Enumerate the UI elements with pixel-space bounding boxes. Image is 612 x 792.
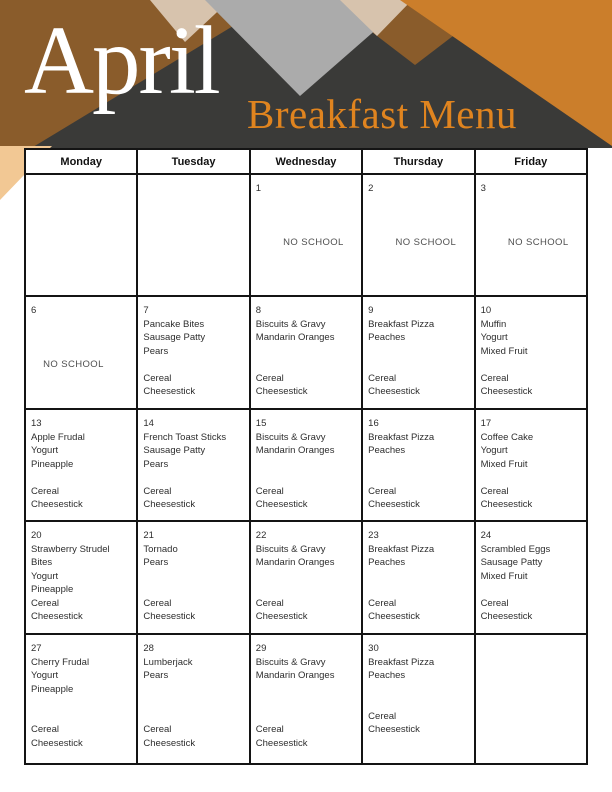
calendar-cell	[362, 296, 474, 409]
menu-line: Pineapple	[31, 458, 74, 470]
menu-line: Mandarin Oranges	[255, 445, 335, 456]
menu-line	[256, 710, 356, 724]
calendar-cell	[362, 174, 474, 296]
menu-line: 28	[143, 643, 154, 654]
menu-line	[481, 358, 581, 372]
menu-line	[256, 696, 356, 710]
menu-line	[481, 223, 581, 237]
menu-line: Cheesestick	[480, 611, 533, 622]
menu-line: Scrambled Eggs	[480, 543, 551, 555]
calendar-cell	[25, 409, 137, 521]
menu-line: Cereal	[143, 485, 172, 497]
menu-line: Cheesestick	[31, 611, 83, 622]
menu-line	[368, 683, 468, 697]
menu-line: Sausage Patty	[143, 445, 206, 456]
menu-line: Apple Frudal	[31, 431, 85, 443]
menu-line: Mixed Fruit	[480, 570, 528, 582]
menu-line	[481, 471, 581, 485]
menu-line: Breakfast Pizza	[368, 656, 435, 668]
calendar-week-row	[25, 174, 587, 296]
menu-line: Muffin	[480, 318, 507, 330]
menu-line	[256, 471, 356, 485]
calendar-cell	[137, 634, 249, 764]
menu-line	[143, 471, 243, 485]
menu-line: Mandarin Oranges	[255, 557, 335, 568]
menu-line: Cheesestick	[480, 499, 533, 510]
menu-line: Breakfast Pizza	[368, 431, 435, 443]
menu-line	[368, 471, 468, 485]
menu-line	[368, 458, 468, 472]
calendar-cell	[362, 521, 474, 634]
menu-line: Mixed Fruit	[480, 458, 528, 470]
menu-line: Cheesestick	[31, 737, 83, 749]
menu-line	[256, 209, 356, 223]
menu-line	[481, 209, 581, 223]
menu-line: Mandarin Oranges	[255, 670, 335, 681]
menu-line	[368, 583, 468, 597]
menu-line	[31, 471, 131, 485]
menu-line: Yogurt	[480, 332, 508, 343]
menu-line: Cereal	[31, 597, 59, 609]
menu-line	[143, 583, 243, 597]
calendar-cell	[137, 409, 249, 521]
calendar-cell	[250, 521, 362, 634]
day-header-monday: Monday	[25, 149, 137, 174]
no-school-label: NO SCHOOL	[31, 359, 104, 370]
menu-line: Cereal	[31, 724, 59, 735]
menu-line: 15	[255, 418, 267, 429]
calendar-cell	[25, 296, 137, 409]
calendar-cell	[362, 634, 474, 764]
menu-line: 13	[31, 418, 42, 429]
menu-line: 2	[368, 183, 374, 194]
menu-line: Pineapple	[31, 683, 74, 695]
menu-line: Mixed Fruit	[480, 345, 528, 357]
menu-line: Pancake Bites	[143, 318, 205, 330]
menu-line: Strawberry Strudel	[31, 543, 110, 555]
menu-line: Yogurt	[31, 670, 59, 681]
calendar-cell	[250, 296, 362, 409]
calendar-cell	[25, 521, 137, 634]
menu-line: Pears	[143, 557, 169, 568]
menu-line: 6	[31, 305, 37, 316]
menu-line: 30	[368, 643, 379, 654]
day-header-friday: Friday	[475, 149, 587, 174]
menu-line: Cheesestick	[368, 724, 420, 735]
menu-line: Cheesestick	[143, 386, 196, 397]
menu-line	[256, 683, 356, 697]
menu-line: Cereal	[31, 485, 59, 497]
menu-line: Cereal	[368, 485, 397, 497]
calendar-cell	[475, 521, 587, 634]
calendar-cell	[250, 174, 362, 296]
menu-line: Cereal	[368, 710, 397, 722]
menu-line	[368, 358, 468, 372]
menu-line: Cereal	[480, 372, 509, 384]
menu-line	[31, 696, 131, 710]
menu-line: French Toast Sticks	[143, 431, 227, 443]
menu-line: 16	[368, 418, 379, 429]
menu-line: Cheesestick	[143, 499, 196, 510]
menu-line: 24	[480, 530, 492, 541]
menu-line	[143, 358, 243, 372]
menu-line: Cheesestick	[255, 386, 308, 397]
day-header-thursday: Thursday	[362, 149, 474, 174]
menu-line: 9	[368, 305, 374, 316]
menu-line: Cereal	[368, 597, 397, 609]
menu-line: Cereal	[255, 372, 284, 384]
no-school-label: NO SCHOOL	[480, 237, 569, 248]
menu-line	[368, 196, 468, 210]
menu-line: Cheesestick	[368, 386, 420, 397]
menu-line: Sausage Patty	[143, 332, 206, 343]
menu-line: Breakfast Pizza	[368, 543, 435, 555]
no-school-label: NO SCHOOL	[368, 237, 457, 248]
day-header-wednesday: Wednesday	[250, 149, 362, 174]
calendar-body	[25, 174, 587, 764]
menu-line: Cereal	[255, 485, 284, 497]
menu-line: 10	[480, 305, 492, 316]
calendar-cell	[137, 521, 249, 634]
menu-line	[256, 570, 356, 584]
menu-line: 14	[143, 418, 154, 429]
menu-line	[256, 223, 356, 237]
calendar-week-row	[25, 296, 587, 409]
menu-line	[368, 223, 468, 237]
menu-line	[256, 345, 356, 359]
calendar-table	[24, 148, 588, 765]
menu-line: 1	[255, 183, 262, 194]
menu-line: Biscuits & Gravy	[255, 431, 326, 443]
month-title: April	[24, 7, 219, 114]
menu-line: Coffee Cake	[480, 431, 534, 443]
menu-line	[256, 196, 356, 210]
menu-line	[143, 683, 243, 697]
menu-line	[256, 583, 356, 597]
calendar-cell	[137, 174, 249, 296]
menu-line: Pears	[143, 345, 169, 357]
menu-subtitle: Breakfast Menu	[247, 91, 517, 137]
menu-line: Cereal	[368, 372, 397, 384]
calendar-week-row	[25, 521, 587, 634]
menu-line: Cereal	[255, 597, 284, 609]
calendar-cell	[475, 296, 587, 409]
menu-line: Peaches	[368, 445, 406, 456]
calendar-cell	[25, 634, 137, 764]
menu-line: Cheesestick	[31, 499, 83, 510]
menu-line	[256, 458, 356, 472]
menu-line: Pears	[143, 458, 169, 470]
menu-line	[143, 696, 243, 710]
menu-line	[31, 345, 131, 359]
menu-line: Cheesestick	[255, 499, 308, 510]
menu-line: Cereal	[255, 724, 284, 735]
calendar-cell	[137, 296, 249, 409]
menu-line	[143, 710, 243, 724]
menu-line	[368, 345, 468, 359]
menu-line	[481, 196, 581, 210]
menu-line: Cheesestick	[255, 611, 308, 622]
menu-line: Cheesestick	[368, 611, 420, 622]
day-header-tuesday: Tuesday	[137, 149, 249, 174]
menu-line: Cereal	[143, 372, 172, 384]
menu-line: 17	[480, 418, 492, 429]
menu-line: Cheesestick	[368, 499, 420, 510]
menu-line: 29	[255, 643, 267, 654]
menu-line	[31, 331, 131, 345]
calendar-cell	[475, 174, 587, 296]
menu-line: Yogurt	[31, 445, 59, 456]
menu-line: 22	[255, 530, 267, 541]
menu-line: 27	[31, 643, 42, 654]
menu-line: Breakfast Pizza	[368, 318, 435, 330]
menu-line: Mandarin Oranges	[255, 332, 335, 343]
menu-line	[481, 583, 581, 597]
menu-line: Cherry Frudal	[31, 656, 90, 668]
menu-line: 20	[31, 530, 42, 541]
menu-line	[143, 570, 243, 584]
menu-line: 3	[480, 183, 486, 194]
menu-line: Cheesestick	[143, 737, 196, 749]
menu-line: Yogurt	[480, 445, 508, 456]
menu-line: 7	[143, 305, 149, 316]
menu-line: Peaches	[368, 670, 406, 681]
menu-line: Yogurt	[31, 570, 59, 582]
menu-line	[368, 570, 468, 584]
menu-line: 8	[255, 305, 262, 316]
menu-line: Peaches	[368, 557, 406, 568]
menu-line: Bites	[31, 557, 53, 568]
menu-line: Sausage Patty	[480, 557, 543, 568]
menu-line	[368, 209, 468, 223]
menu-line: Cheesestick	[480, 386, 533, 397]
calendar-week-row	[25, 409, 587, 521]
calendar-cell	[25, 174, 137, 296]
menu-line: Cheesestick	[255, 737, 308, 749]
menu-line: 21	[143, 530, 154, 541]
menu-line: Biscuits & Gravy	[255, 656, 326, 668]
menu-line: Cereal	[143, 724, 172, 735]
menu-line: Biscuits & Gravy	[255, 318, 326, 330]
calendar-cell	[250, 409, 362, 521]
calendar-cell	[250, 634, 362, 764]
menu-line: Peaches	[368, 332, 406, 343]
banner	[0, 0, 612, 148]
calendar-cell	[475, 634, 587, 764]
menu-line: Biscuits & Gravy	[255, 543, 326, 555]
menu-line: Pineapple	[31, 584, 74, 595]
calendar-day-header-row	[25, 149, 587, 174]
menu-line: 23	[368, 530, 379, 541]
menu-line: Cereal	[480, 597, 509, 609]
calendar-week-row	[25, 634, 587, 764]
menu-line: Tornado	[143, 543, 178, 555]
calendar-cell	[362, 409, 474, 521]
menu-line: Lumberjack	[143, 656, 193, 668]
menu-line: Cheesestick	[143, 611, 196, 622]
menu-line	[31, 318, 131, 332]
menu-line	[256, 358, 356, 372]
calendar-cell	[475, 409, 587, 521]
menu-line: Pears	[143, 670, 169, 681]
menu-line: Cereal	[143, 597, 172, 609]
no-school-label: NO SCHOOL	[255, 237, 344, 248]
menu-line	[368, 696, 468, 710]
menu-line	[31, 710, 131, 724]
menu-line: Cereal	[480, 485, 509, 497]
